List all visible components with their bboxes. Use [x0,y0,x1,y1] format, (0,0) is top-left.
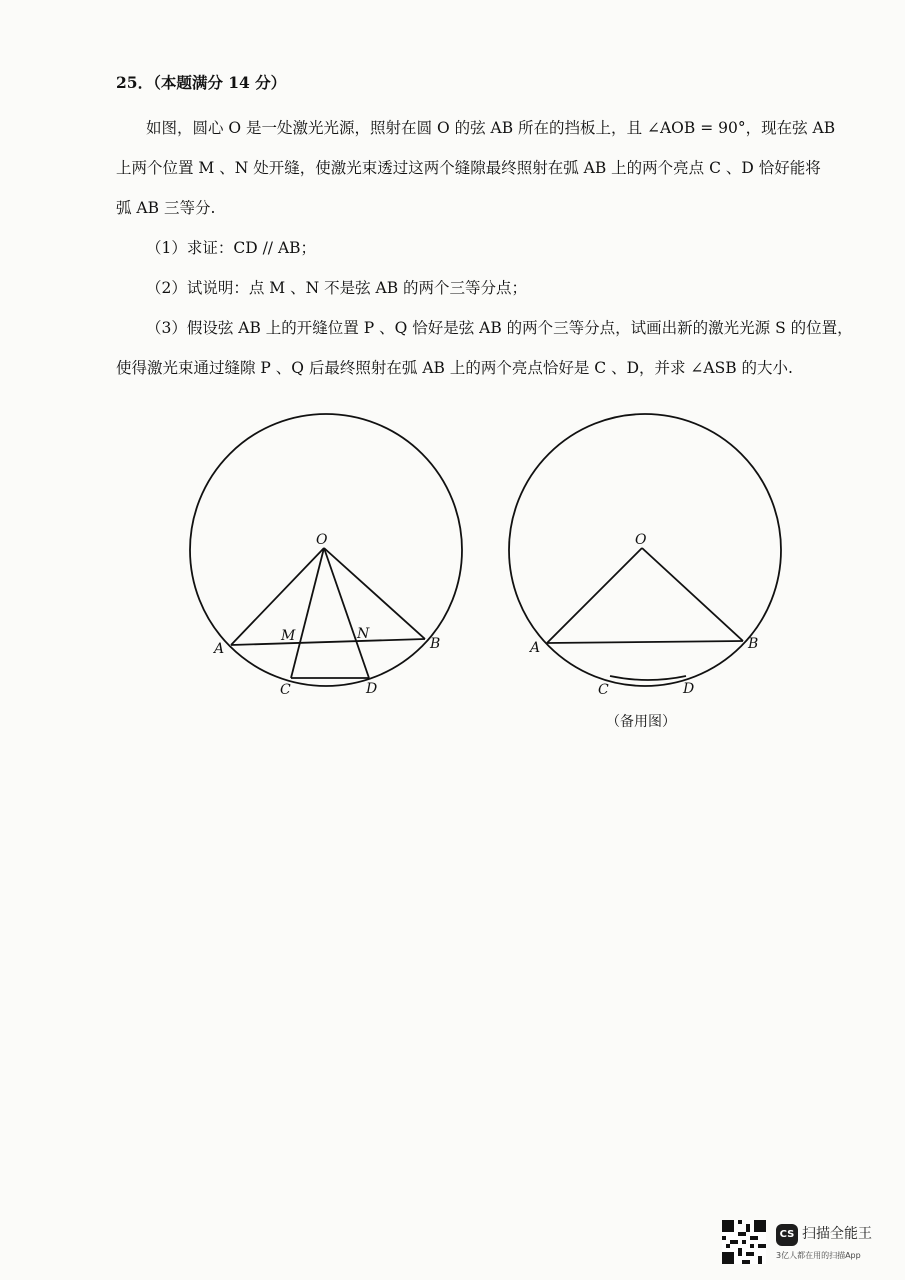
problem-25 [116,70,866,388]
part-1: （1）求证：CD // AB； [146,239,317,257]
camscanner-logo-icon: CS [776,1224,798,1246]
segment-OA-2 [547,548,642,643]
label-B-2: B [748,636,759,652]
figure-1 [190,414,462,686]
part-2: （2）试说明：点 M 、N 不是弦 AB 的两个三等分点； [146,279,528,297]
part-3-continuation: 使得激光束通过缝隙 P 、Q 后最终照射在弧 AB 上的两个亮点恰好是 C 、D，并求 ∠ASB 的大小. [116,359,793,377]
figure-2 [509,414,781,686]
chord-AB [231,639,425,645]
problem-title: 25．（本题满分 14 分） [116,73,287,92]
problem-stem-line-2: 上两个位置 M 、N 处开缝，使激光束透过这两个缝隙最终照射在弧 AB 上的两个亮点 C 、D 恰好能将 [116,159,821,177]
qr-code-icon [722,1220,766,1264]
label-N: N [357,626,370,642]
geometry-figures [180,410,800,750]
problem-stem-line-3: 弧 AB 三等分. [116,199,216,217]
label-B: B [430,636,441,652]
label-A: A [214,641,225,657]
part-3: （3）假设弦 AB 上的开缝位置 P 、Q 恰好是弦 AB 的两个三等分点，试画出新的激光光源 S 的位置， [146,319,853,337]
brand-tagline: 3亿人都在用的扫描App [776,1251,861,1260]
label-C-2: C [598,682,609,698]
label-D: D [366,681,378,697]
label-D-2: D [683,681,695,697]
arc-CD-2 [610,676,686,680]
label-C: C [280,682,291,698]
figures-area [180,410,800,750]
label-O-2: O [635,532,647,548]
problem-stem-line-1: 如图，圆心 O 是一处激光光源，照射在圆 O 的弦 AB 所在的挡板上，且 ∠AOB = 90°，现在弦 AB [146,119,836,137]
ray-OC [291,548,324,678]
label-A-2: A [530,640,541,656]
label-M: M [281,628,296,644]
scanner-watermark [722,1220,892,1268]
figure-2-caption: （备用图） [606,714,676,730]
label-O: O [316,532,328,548]
segment-OB-2 [642,548,743,641]
brand-name: 扫描全能王 [802,1226,872,1242]
segment-OA [231,548,324,645]
chord-AB-2 [547,641,743,643]
